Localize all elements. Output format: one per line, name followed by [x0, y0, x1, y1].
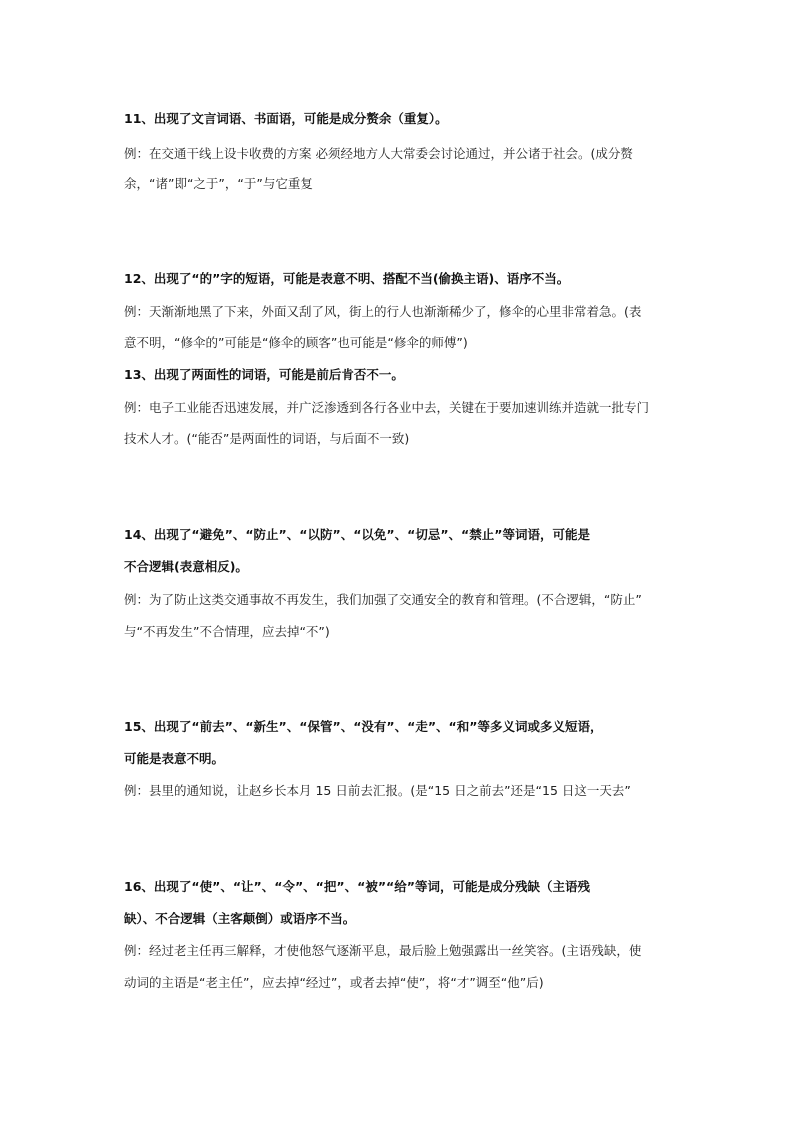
section-13-example-line-1: 例：电子工业能否迅速发展，并广泛渗透到各行各业中去，关键在于要加速训练并造就一批专门 [124, 400, 650, 415]
section-16-heading-line-2: 缺）、不合逻辑（主客颠倒）或语序不当。 [124, 911, 356, 926]
section-14-heading-line-1: 14、出现了“避免”、“防止”、“以防”、“以免”、“切忌”、“禁止”等词语，可能是 [124, 527, 590, 542]
section-11-example-line-2: 余，“诸”即“之于”，“于”与它重复 [124, 176, 313, 191]
section-14-example-line-2: 与“不再发生”不合情理，应去掉“不”) [124, 624, 330, 639]
section-16-heading-line-1: 16、出现了“使”、“让”、“令”、“把”、“被”“给”等词，可能是成分残缺（主语残 [124, 879, 590, 894]
section-15-example-line-1: 例：县里的通知说，让赵乡长本月 15 日前去汇报。(是“15 日之前去”还是“15 日这一天去” [124, 783, 631, 798]
section-13-example-line-2: 技术人才。(“能否”是两面性的词语，与后面不一致) [124, 431, 410, 446]
section-16-example-line-1: 例：经过老主任再三解释，才使他怒气逐渐平息，最后脸上勉强露出一丝笑容。(主语残缺，使 [124, 943, 642, 958]
section-13-heading: 13、出现了两面性的词语，可能是前后肯否不一。 [124, 367, 404, 382]
section-16-example-line-2: 动词的主语是“老主任”，应去掉“经过”，或者去掉“使”，将“才”调至“他”后) [124, 975, 544, 990]
section-14-example-line-1: 例：为了防止这类交通事故不再发生，我们加强了交通安全的教育和管理。(不合逻辑，“防止” [124, 592, 642, 607]
section-12-heading: 12、出现了“的”字的短语，可能是表意不明、搭配不当(偷换主语)、语序不当。 [124, 271, 570, 286]
section-15-heading-line-2: 可能是表意不明。 [124, 751, 225, 766]
section-12-example-line-1: 例：天渐渐地黑了下来，外面又刮了风，街上的行人也渐渐稀少了，修伞的心里非常着急。(表 [124, 304, 642, 319]
section-15-heading-line-1: 15、出现了“前去”、“新生”、“保管”、“没有”、“走”、“和”等多义词或多义短语， [124, 719, 603, 734]
section-14-heading-line-2: 不合逻辑(表意相反)。 [124, 559, 248, 574]
section-12-example-line-2: 意不明，“修伞的”可能是“修伞的顾客”也可能是“修伞的师傅”) [124, 335, 468, 350]
section-11-example-line-1: 例：在交通干线上设卡收费的方案 必须经地方人大常委会讨论通过，并公诸于社会。(成分赘 [124, 146, 633, 161]
section-11-heading: 11、出现了文言词语、书面语，可能是成分赘余（重复）。 [124, 111, 448, 126]
